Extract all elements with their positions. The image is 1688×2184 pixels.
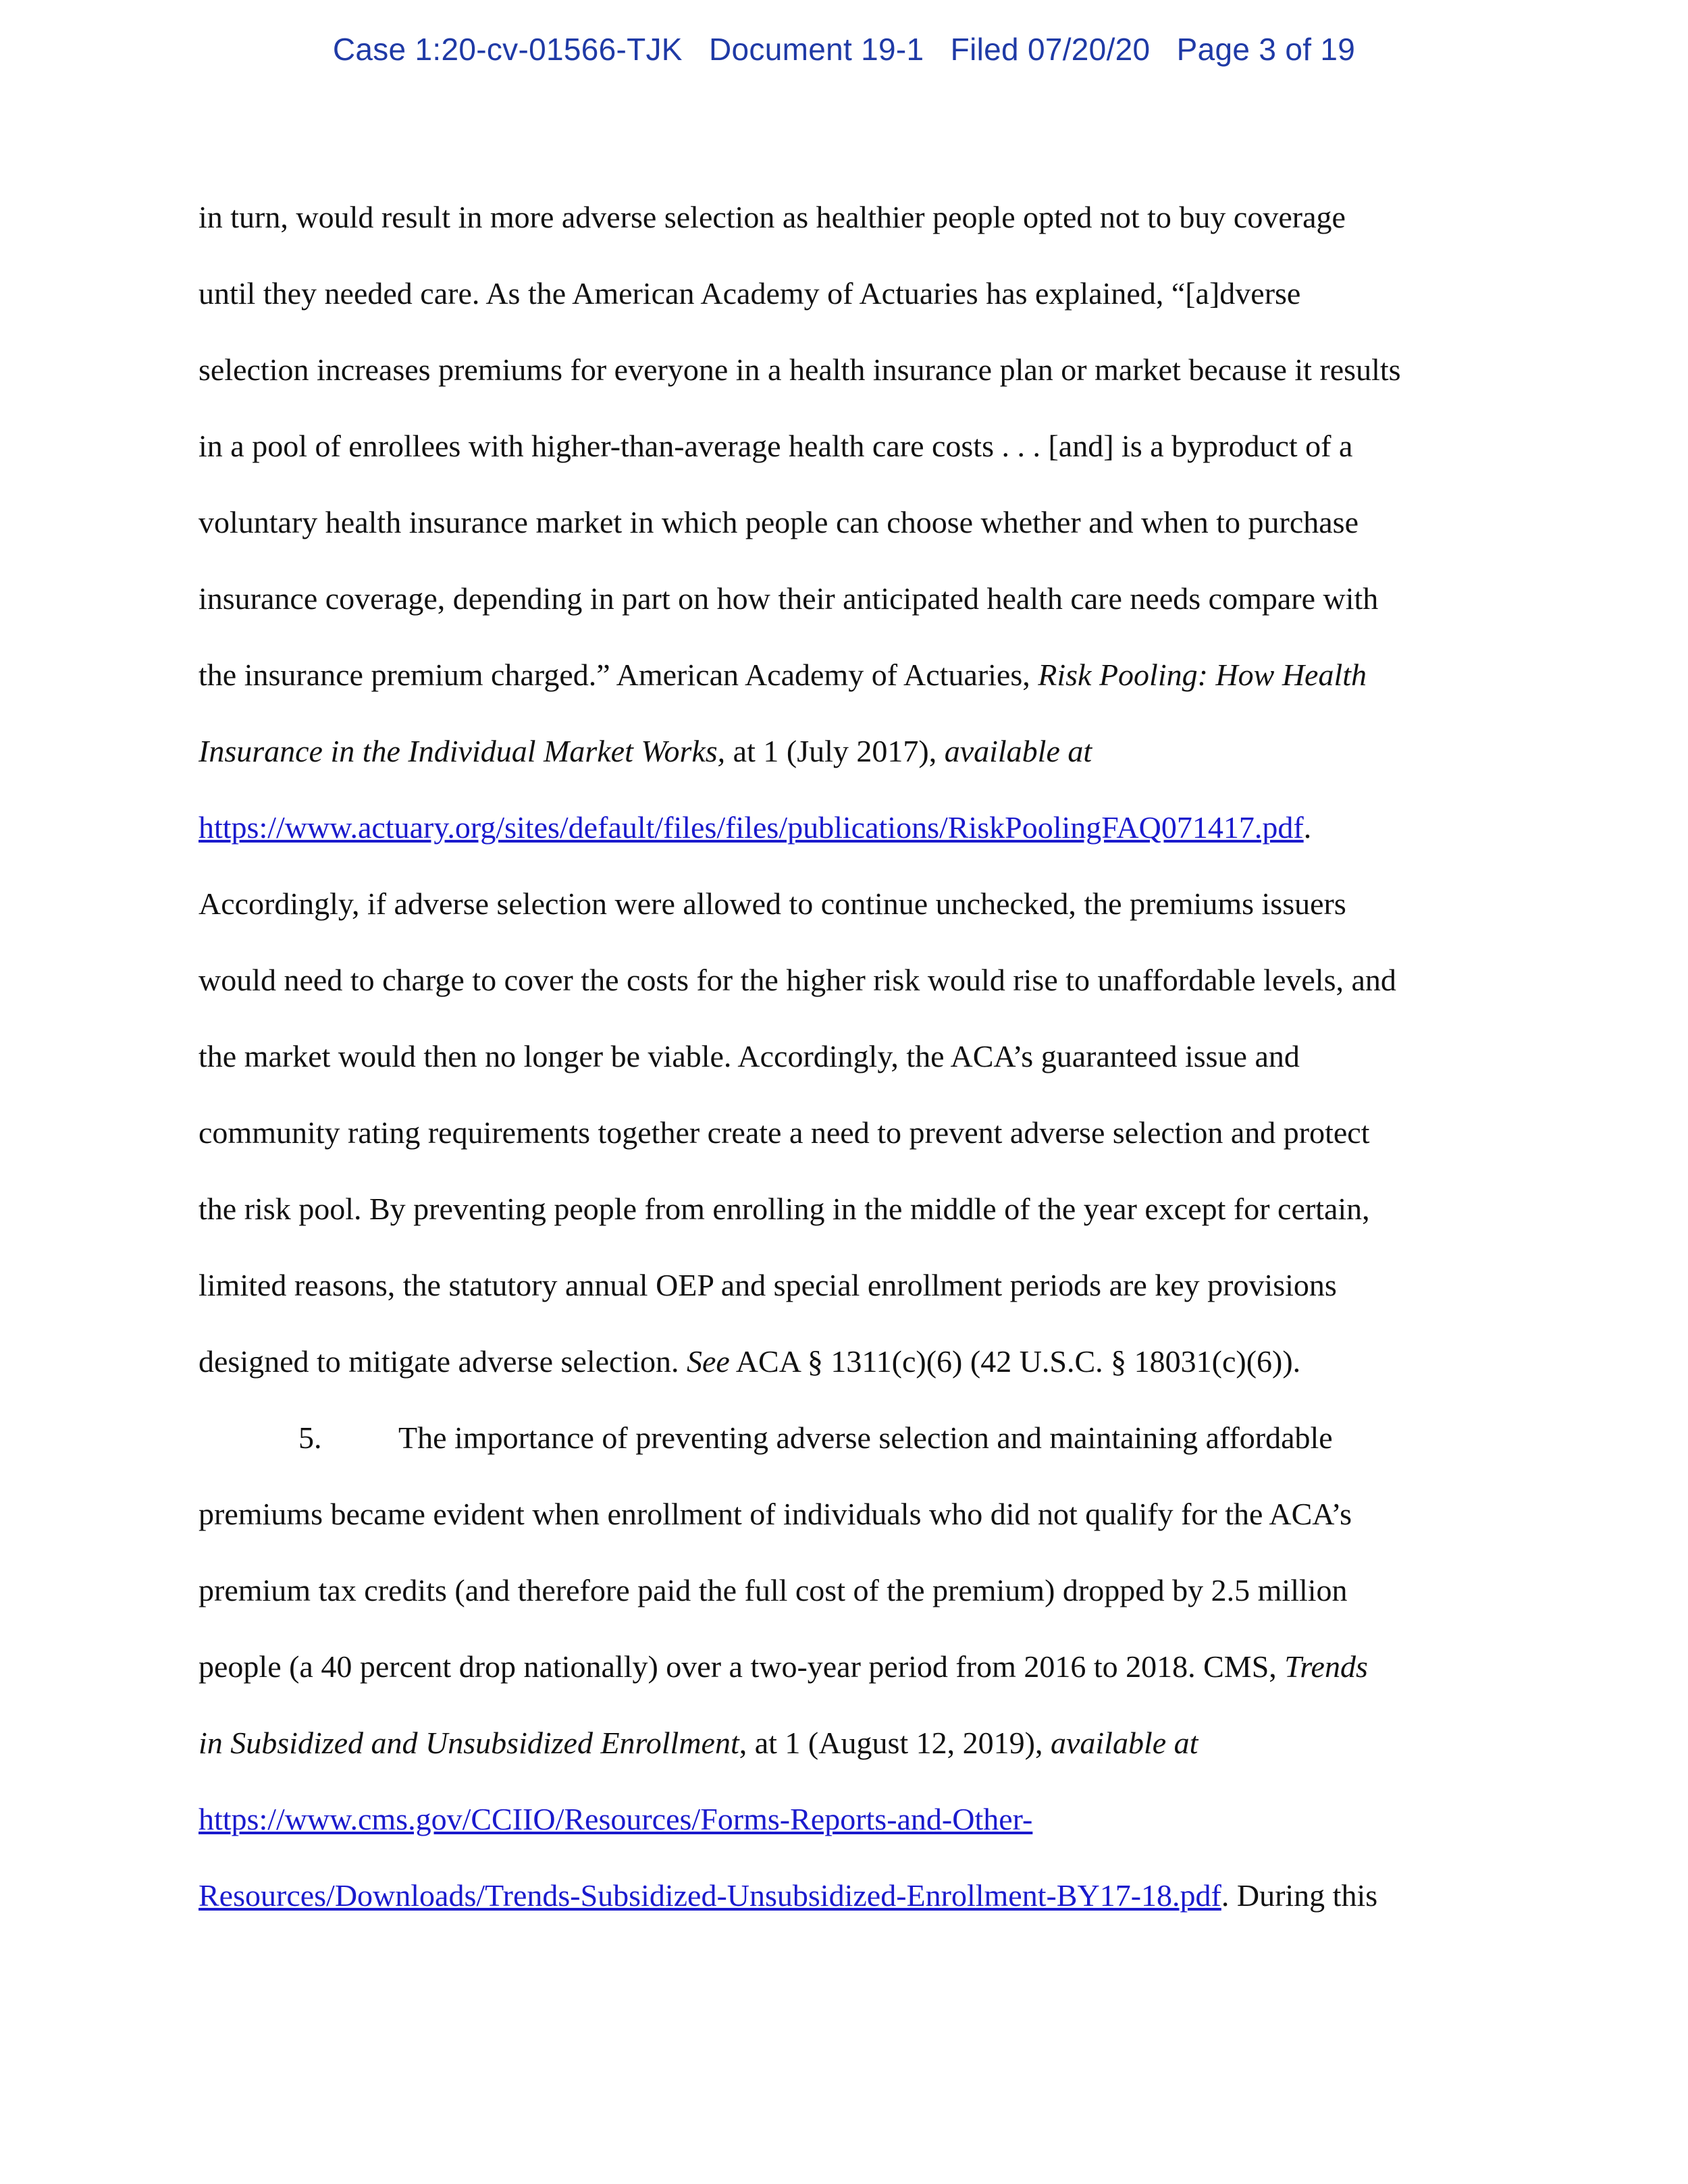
- see-signal: See: [687, 1344, 730, 1379]
- body-line-19: premium tax credits (and therefore paid the full cost of the premium) dropped by 2.5 million: [199, 1573, 1348, 1607]
- body-text: ACA § 1311(c)(6) (42 U.S.C. § 18031(c)(6)).: [729, 1344, 1301, 1379]
- body-line-5: voluntary health insurance market in which people can choose whether and when to purchase: [199, 505, 1359, 539]
- citation-title: Trends: [1284, 1649, 1368, 1684]
- citation-title: Risk Pooling: How Health: [1038, 658, 1367, 692]
- case-header: Case 1:20-cv-01566-TJK Document 19-1 Filed 07/20/20 Page 3 of 19: [332, 32, 1356, 67]
- body-line-3: selection increases premiums for everyone in a health insurance plan or market because it results: [199, 352, 1401, 387]
- citation-title: Insurance in the Individual Market Works,: [199, 734, 726, 768]
- body-line-21: [199, 1726, 1198, 1761]
- body-text: .: [1303, 810, 1312, 845]
- body-line-13: community rating requirements together create a need to prevent adverse selection and protect: [199, 1115, 1370, 1150]
- body-line-6: insurance coverage, depending in part on how their anticipated health care needs compare with: [199, 581, 1379, 616]
- body-line-8: [199, 734, 1092, 769]
- body-text: at 1 (July 2017),: [725, 734, 945, 768]
- body-line-11: would need to charge to cover the costs for the higher risk would rise to unaffordable levels, and: [199, 963, 1396, 997]
- body-line-16: [199, 1344, 1300, 1379]
- paragraph-number: 5.: [298, 1420, 322, 1455]
- body-line-23: [199, 1878, 1377, 1913]
- body-line-10: Accordingly, if adverse selection were allowed to continue unchecked, the premiums issuers: [199, 886, 1346, 921]
- body-text: people (a 40 percent drop nationally) over a two-year period from 2016 to 2018. CMS,: [199, 1649, 1285, 1684]
- body-line-4: in a pool of enrollees with higher-than-average health care costs . . . [and] is a byproduct of a: [199, 429, 1353, 463]
- available-at-text: available at: [944, 734, 1092, 768]
- body-line-9: [199, 810, 1311, 845]
- body-line-12: the market would then no longer be viable. Accordingly, the ACA’s guaranteed issue and: [199, 1039, 1300, 1073]
- body-line-22: [199, 1802, 1032, 1837]
- body-line-7: [199, 658, 1367, 693]
- body-line-2: until they needed care. As the American Academy of Actuaries has explained, “[a]dverse: [199, 276, 1301, 311]
- body-line-1: in turn, would result in more adverse selection as healthier people opted not to buy coverage: [199, 200, 1346, 234]
- body-line-20: [199, 1649, 1368, 1684]
- body-text: , at 1 (August 12, 2019),: [739, 1726, 1051, 1760]
- body-line-18: premiums became evident when enrollment of individuals who did not qualify for the ACA’s: [199, 1497, 1352, 1531]
- body-text: designed to mitigate adverse selection.: [199, 1344, 687, 1379]
- body-line-15: limited reasons, the statutory annual OEP and special enrollment periods are key provisions: [199, 1268, 1337, 1302]
- body-text: the insurance premium charged.” American Academy of Actuaries,: [199, 658, 1038, 692]
- body-line-14: the risk pool. By preventing people from enrolling in the middle of the year except for certain,: [199, 1192, 1370, 1226]
- actuary-link[interactable]: https://www.actuary.org/sites/default/files/files/publications/RiskPoolingFAQ071417.pdf: [199, 810, 1304, 845]
- body-line-17: The importance of preventing adverse selection and maintaining affordable: [398, 1420, 1333, 1455]
- cms-link-part-1[interactable]: https://www.cms.gov/CCIIO/Resources/Forms-Reports-and-Other-: [199, 1802, 1033, 1836]
- body-text: . During this: [1221, 1878, 1378, 1913]
- cms-link-part-2[interactable]: Resources/Downloads/Trends-Subsidized-Unsubsidized-Enrollment-BY17-18.pdf: [199, 1878, 1221, 1913]
- available-at-text: available at: [1050, 1726, 1198, 1760]
- citation-title: in Subsidized and Unsubsidized Enrollment: [199, 1726, 739, 1760]
